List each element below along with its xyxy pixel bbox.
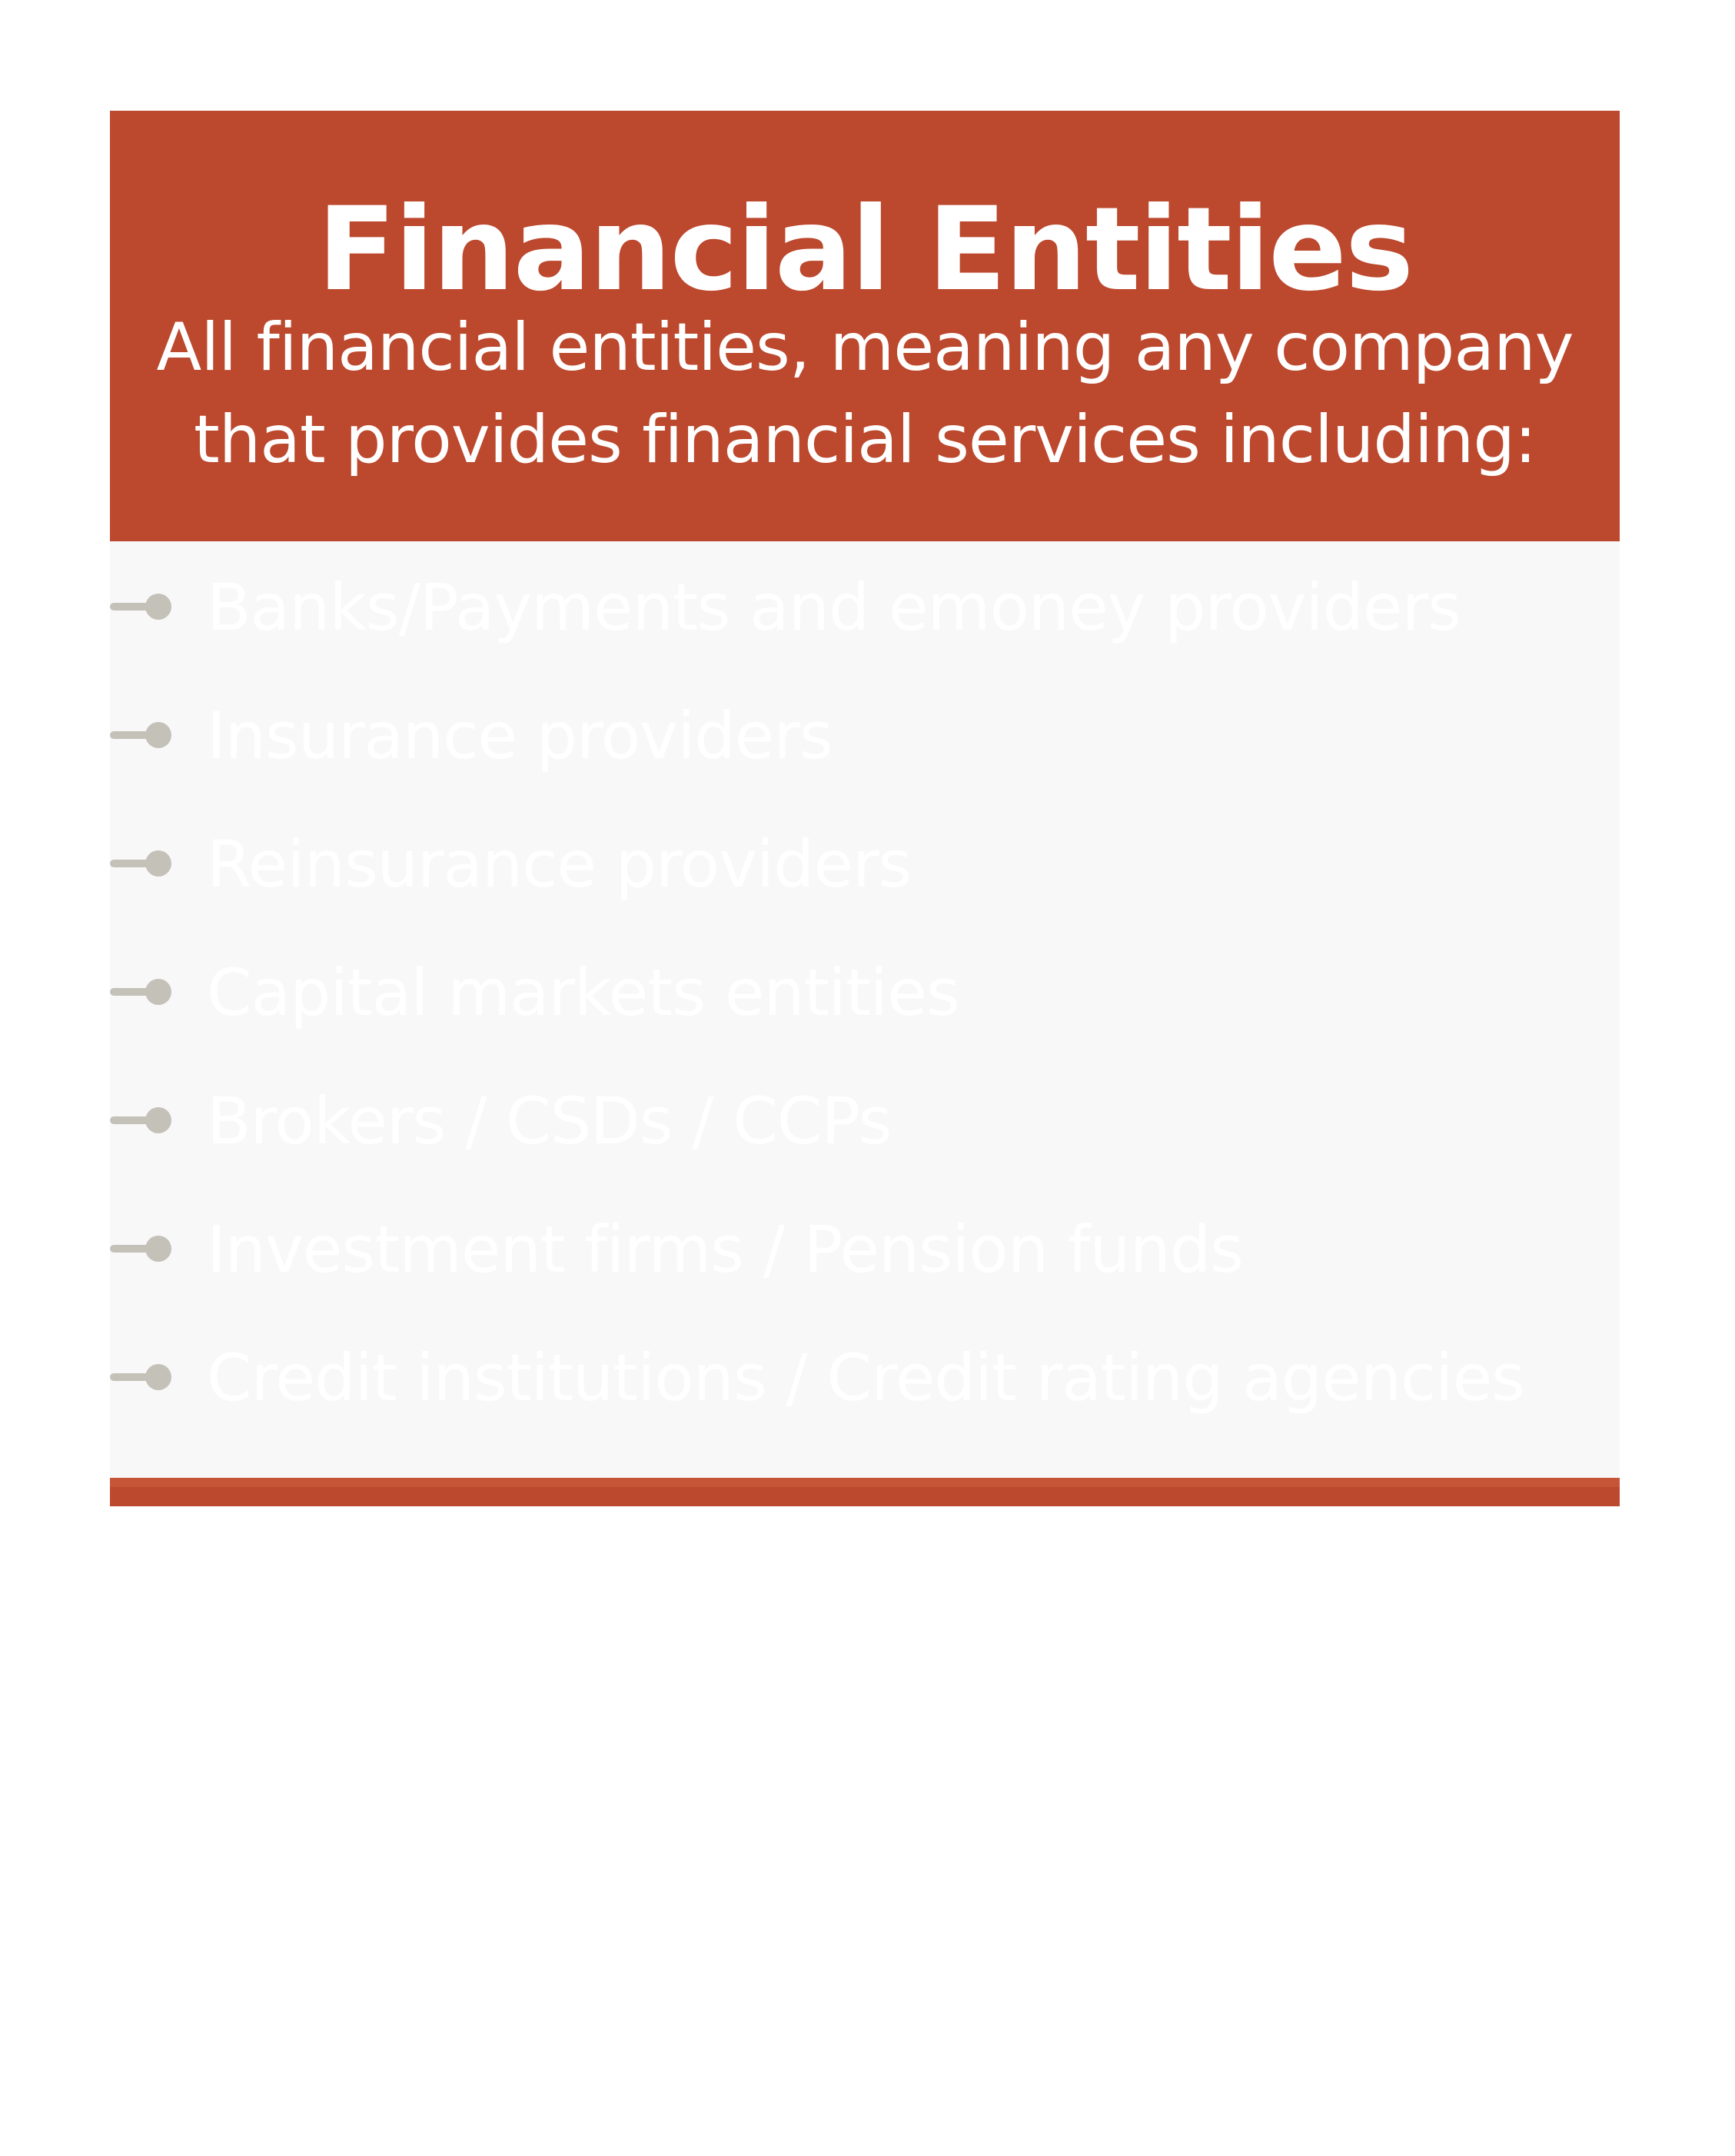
bullet-dot-icon (145, 850, 171, 877)
subtitle-line-2: that provides financial services including: (194, 401, 1536, 478)
entity-label: Credit institutions / Credit rating agencies (207, 1340, 1525, 1416)
list-item (110, 1332, 1620, 1424)
entity-label: Insurance providers (207, 698, 833, 774)
financial-entities-card (110, 111, 1620, 1506)
bullet-dot-icon (145, 979, 171, 1005)
bullet-dot-icon (145, 1236, 171, 1262)
bullet-dot-icon (145, 594, 171, 620)
entity-label: Investment firms / Pension funds (207, 1212, 1243, 1287)
entity-list (110, 541, 1620, 1476)
entity-label: Reinsurance providers (207, 827, 912, 902)
card-subtitle (156, 301, 1574, 486)
card-header (110, 111, 1620, 541)
entity-label: Brokers / CSDs / CCPs (207, 1083, 892, 1159)
list-item (110, 1203, 1620, 1296)
footer-accent-bar (110, 1478, 1620, 1506)
entity-label: Banks/Payments and emoney providers (207, 570, 1461, 645)
list-item (110, 690, 1620, 782)
list-item (110, 818, 1620, 910)
list-item (110, 561, 1620, 654)
bullet-dot-icon (145, 1107, 171, 1133)
card-title: Financial Entities (317, 183, 1413, 317)
subtitle-line-1: All financial entities, meaning any company (156, 309, 1574, 386)
list-item (110, 1075, 1620, 1167)
bullet-dot-icon (145, 1364, 171, 1390)
footer-accent-highlight (110, 1478, 1620, 1487)
entity-label: Capital markets entities (207, 955, 959, 1030)
list-item (110, 947, 1620, 1039)
bullet-dot-icon (145, 722, 171, 748)
